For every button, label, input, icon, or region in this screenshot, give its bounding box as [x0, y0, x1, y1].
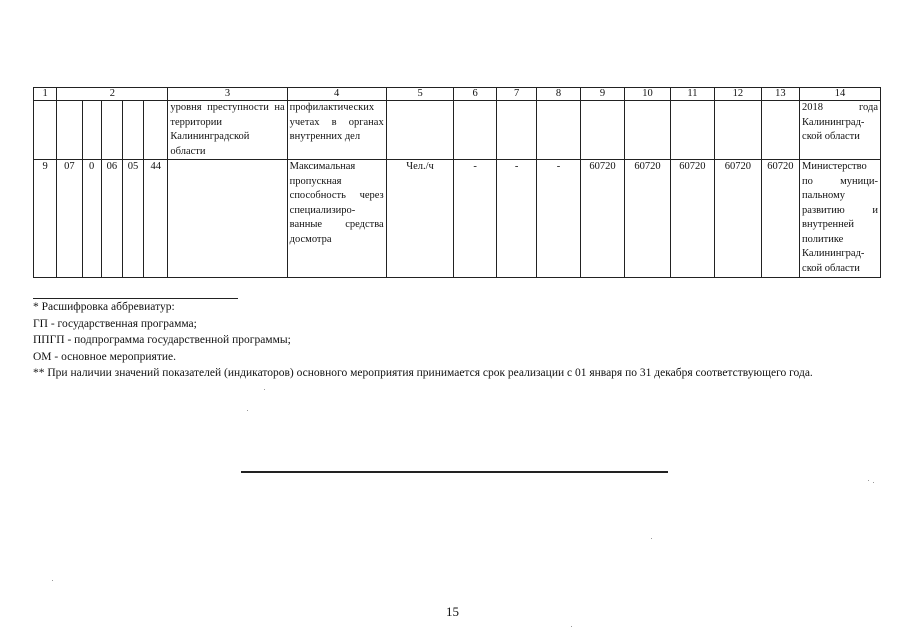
header-col-14: 14 — [800, 88, 881, 101]
cell-responsible: Министерство по муници-пальному развитию и внутренней политике Калининград-ской области — [800, 160, 881, 278]
cell-code-5: 05 — [122, 160, 143, 278]
cell-indicator-name: Максимальная пропускная способность через специализиро-ванные средства досмотра — [287, 160, 386, 278]
cell-continuation-col14: 2018 года Калининград-ской области — [800, 101, 881, 160]
cell-col9: 60720 — [580, 160, 624, 278]
header-col-4: 4 — [287, 88, 386, 101]
footnote-note-2: ** При наличии значений показателей (индикаторов) основного мероприятия принимается срок реализации с 01 января по 31 декабря соответствующего года. — [33, 367, 813, 380]
scan-speck — [873, 482, 874, 483]
footnote-item: ГП - государственная программа; — [33, 317, 197, 330]
header-col-9: 9 — [580, 88, 624, 101]
header-col-2: 2 — [57, 88, 168, 101]
scan-speck — [571, 626, 572, 627]
header-col-10: 10 — [625, 88, 670, 101]
page-number: 15 — [446, 604, 459, 619]
scan-speck — [264, 389, 265, 390]
end-of-document-rule — [241, 471, 668, 473]
cell-code-om: 0 — [82, 160, 101, 278]
table-header-row — [34, 88, 881, 101]
cell-col8: - — [537, 160, 580, 278]
header-col-3: 3 — [168, 88, 287, 101]
footnote-separator — [33, 298, 238, 299]
scan-speck — [868, 480, 869, 481]
cell-code-4: 06 — [101, 160, 122, 278]
footnote-item: ОМ - основное мероприятие. — [33, 350, 176, 363]
cell-col3 — [168, 160, 287, 278]
table-row — [34, 160, 881, 278]
header-col-12: 12 — [715, 88, 761, 101]
header-col-1: 1 — [34, 88, 57, 101]
indicators-table — [33, 87, 881, 278]
header-col-11: 11 — [670, 88, 714, 101]
footnote-item: ППГП - подпрограмма государственной программы; — [33, 334, 291, 347]
header-col-8: 8 — [537, 88, 580, 101]
cell-code-gp: 9 — [34, 160, 57, 278]
header-col-7: 7 — [496, 88, 536, 101]
cell-col13: 60720 — [761, 160, 799, 278]
footnote-title: * Расшифровка аббревиатур: — [33, 301, 175, 313]
scan-speck — [52, 580, 53, 581]
table-row — [34, 101, 881, 160]
cell-col7: - — [496, 160, 536, 278]
cell-col10: 60720 — [625, 160, 670, 278]
header-col-6: 6 — [454, 88, 496, 101]
cell-code-ppgp: 07 — [57, 160, 82, 278]
header-col-13: 13 — [761, 88, 799, 101]
header-col-5: 5 — [386, 88, 454, 101]
footnotes — [33, 299, 881, 382]
cell-continuation-col4: профилактических учетах в органах внутренних дел — [287, 101, 386, 160]
cell-col12: 60720 — [715, 160, 761, 278]
cell-code-6: 44 — [144, 160, 168, 278]
scan-speck — [651, 538, 652, 539]
cell-unit: Чел./ч — [386, 160, 454, 278]
scan-speck — [247, 410, 248, 411]
cell-continuation-col3: уровня преступности на территории Калининградской области — [168, 101, 287, 160]
cell-col11: 60720 — [670, 160, 714, 278]
cell-col6: - — [454, 160, 496, 278]
